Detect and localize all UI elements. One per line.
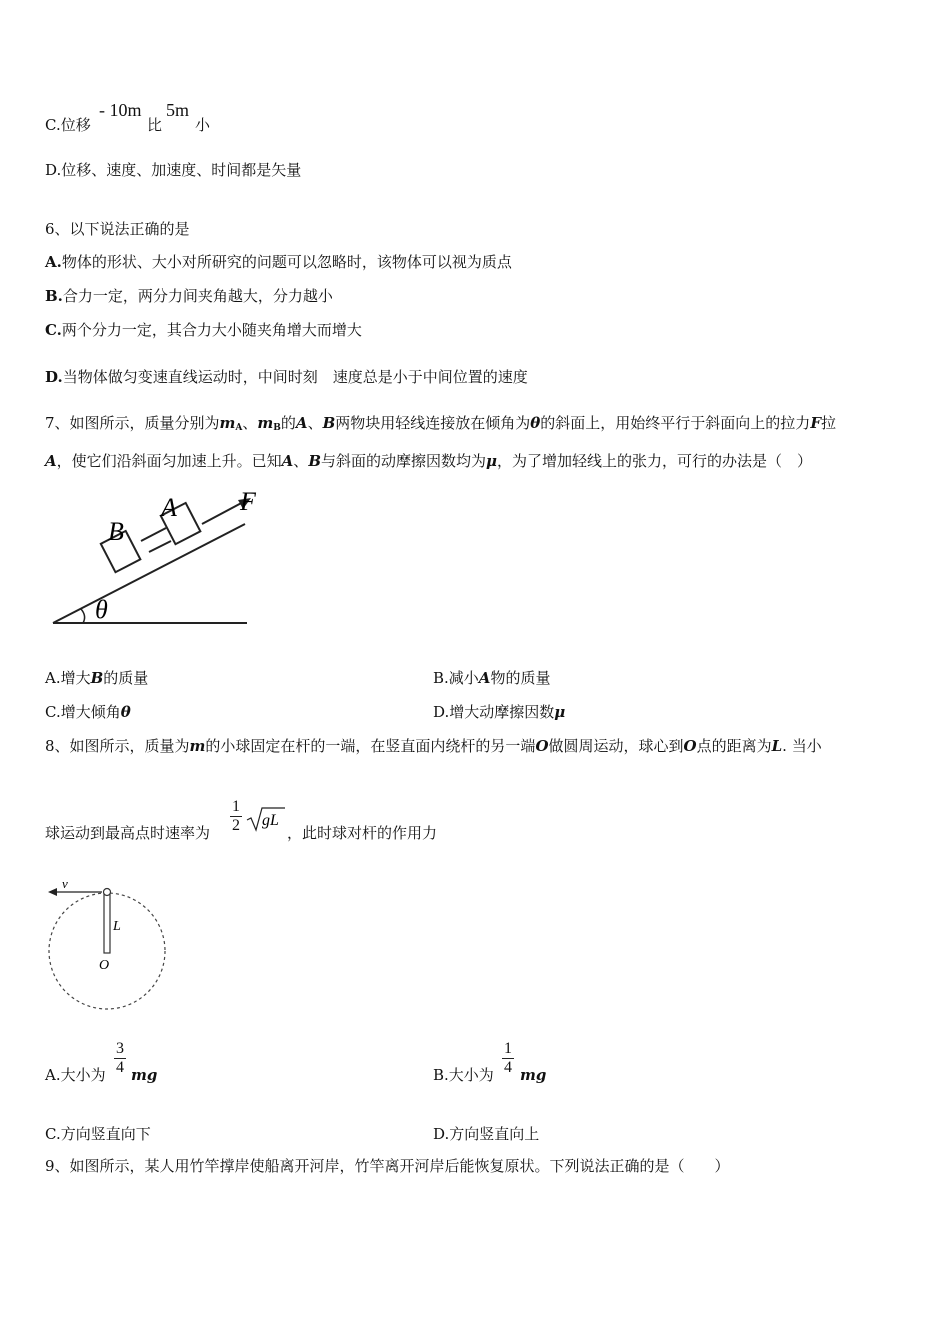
- q7-var-f: F: [810, 414, 821, 432]
- connecting-string: [141, 528, 166, 541]
- q8-option-b-den: 4: [504, 1059, 512, 1076]
- q8-stem-line2-a: 球运动到最高点时速率为: [45, 824, 211, 842]
- q7-text: 的: [280, 414, 296, 432]
- q8-option-a-fraction: [114, 1040, 126, 1077]
- q7-text: ，为了增加轻线上的张力，可行的办法是（ ）: [497, 452, 813, 470]
- q7-option-b: [433, 669, 550, 687]
- q7-sep: 、: [242, 414, 258, 432]
- q8-text: 做圆周运动，球心到: [548, 737, 684, 755]
- q6-option-c-text: 两个分力一定，其合力大小随夹角增大而增大: [61, 321, 362, 339]
- label-a: A: [161, 493, 177, 522]
- rod: [104, 893, 110, 953]
- q8-text: . 当小: [782, 737, 822, 755]
- q7-text: 7、如图所示，质量分别为: [45, 414, 220, 432]
- q6-option-d: [45, 368, 528, 386]
- q8-option-a-mg: mg: [131, 1066, 158, 1084]
- label-b: B: [108, 517, 124, 546]
- q7-mass-var: m: [219, 414, 236, 432]
- q8-option-a-num: 3: [116, 1040, 124, 1057]
- q9-stem: 9、如图所示，某人用竹竿撑岸使船离开河岸，竹竿离开河岸后能恢复原状。下列说法正确的是（ ）: [45, 1157, 730, 1175]
- q8-speed-fraction-num: 1: [232, 798, 240, 815]
- q7-sep: 、: [307, 414, 323, 432]
- q7-option-d: [433, 703, 565, 721]
- q8-option-b-fraction: [502, 1040, 514, 1077]
- q8-text: 的小球固定在杆的一端，在竖直面内绕杆的另一端: [205, 737, 536, 755]
- q7-option-a-post: 的质量: [103, 669, 149, 687]
- q8-option-d: D.方向竖直向上: [433, 1125, 540, 1143]
- q6-option-b: [45, 287, 333, 305]
- q7-incline-figure: [45, 488, 275, 628]
- label-f: F: [240, 487, 256, 516]
- q8-text: 点的距离为: [696, 737, 772, 755]
- q7-option-c-text: C.增大倾角: [45, 703, 121, 721]
- q8-text: 8、如图所示，质量为: [45, 737, 190, 755]
- q6-option-c: [45, 321, 362, 339]
- q8-option-a-den: 4: [116, 1059, 124, 1076]
- q7-option-c-var: θ: [120, 703, 131, 721]
- label-l: L: [113, 919, 121, 934]
- angle-arc: [81, 609, 85, 623]
- q8-stem-line2-b: ，此时球对杆的作用力: [287, 824, 438, 842]
- q8-speed-fraction: [230, 798, 242, 835]
- q7-option-c: [45, 703, 131, 721]
- q7-mass-var: m: [257, 414, 274, 432]
- q7-option-b-post: 物的质量: [490, 669, 551, 687]
- q8-option-b-mg: mg: [520, 1066, 547, 1084]
- q6-option-c-letter: C.: [45, 321, 62, 339]
- q7-var-b: B: [308, 452, 321, 470]
- q5-option-d: D.位移、速度、加速度、时间都是矢量: [45, 161, 302, 179]
- q7-text: 的斜面上，用始终平行于斜面向上的拉力: [540, 414, 811, 432]
- q7-option-d-var: μ: [554, 703, 566, 721]
- q7-option-d-text: D.增大动摩擦因数: [433, 703, 555, 721]
- q8-circle-figure: [42, 875, 182, 1015]
- theta-label: θ: [95, 595, 108, 624]
- q7-option-b-var: A: [478, 669, 491, 687]
- q6-option-d-text: 当物体做匀变速直线运动时，中间时刻 速度总是小于中间位置的速度: [62, 368, 528, 386]
- q7-text: ，使它们沿斜面匀加速上升。已知: [56, 452, 282, 470]
- q8-var-l: L: [771, 737, 783, 755]
- q8-stem-line1: [45, 737, 822, 755]
- label-o: O: [99, 958, 110, 973]
- velocity-arrowhead: [48, 888, 57, 896]
- q8-sqrt-sign: [247, 806, 287, 832]
- q7-text: 与斜面的动摩擦因数均为: [321, 452, 487, 470]
- q8-option-a-text: A.大小为: [45, 1066, 106, 1084]
- q8-var-m: m: [189, 737, 206, 755]
- q7-mass-sub-a: A: [235, 423, 243, 433]
- q7-option-a: [45, 669, 148, 687]
- q8-option-b-num: 1: [504, 1040, 512, 1057]
- q8-option-b-text: B.大小为: [433, 1066, 494, 1084]
- q6-option-a-letter: A.: [45, 253, 62, 271]
- q5-option-c: [45, 116, 91, 134]
- q6-option-d-letter: D.: [45, 368, 63, 386]
- q5-option-c-val2: 5m: [166, 100, 190, 120]
- q7-option-a-text: A.增大: [45, 669, 91, 687]
- q6-option-a: [45, 253, 512, 271]
- q5-option-c-val1: - 10m: [99, 100, 142, 120]
- q7-stem-line1: [45, 414, 836, 437]
- q7-var-b: B: [322, 414, 336, 432]
- q5-option-c-mid: 比: [147, 116, 163, 134]
- q8-var-o: O: [683, 737, 697, 755]
- q7-text: 两物块用轻线连接放在倾角为: [335, 414, 531, 432]
- q7-option-a-var: B: [90, 669, 104, 687]
- q8-option-c: C.方向竖直向下: [45, 1125, 151, 1143]
- q8-speed-fraction-den: 2: [232, 817, 240, 834]
- q7-sep: 、: [293, 452, 309, 470]
- q7-mu: μ: [486, 452, 497, 470]
- q7-var-a: A: [281, 452, 294, 470]
- ball: [104, 889, 111, 896]
- q7-stem-line2: [45, 452, 812, 470]
- q8-var-o: O: [535, 737, 549, 755]
- q6-stem: 6、以下说法正确的是: [45, 220, 190, 238]
- q6-option-b-letter: B.: [45, 287, 63, 305]
- q7-theta: θ: [530, 414, 541, 432]
- connecting-string-lower: [149, 541, 171, 552]
- q5-option-c-suffix: 小: [195, 116, 211, 134]
- incline-slope-line: [53, 524, 245, 623]
- q8-sqrt-content: gL: [262, 812, 279, 829]
- label-v: v: [62, 876, 68, 891]
- q5-option-c-prefix: C.位移: [45, 116, 91, 134]
- q7-text: 拉: [820, 414, 836, 432]
- q7-var-a: A: [45, 452, 57, 470]
- q7-mass-sub-b: B: [273, 423, 281, 433]
- q6-option-a-text: 物体的形状、大小对所研究的问题可以忽略时，该物体可以视为质点: [61, 253, 512, 271]
- q6-option-b-text: 合力一定，两分力间夹角越大，分力越小: [62, 287, 333, 305]
- q7-option-b-text: B.减小: [433, 669, 479, 687]
- q7-var-a: A: [295, 414, 308, 432]
